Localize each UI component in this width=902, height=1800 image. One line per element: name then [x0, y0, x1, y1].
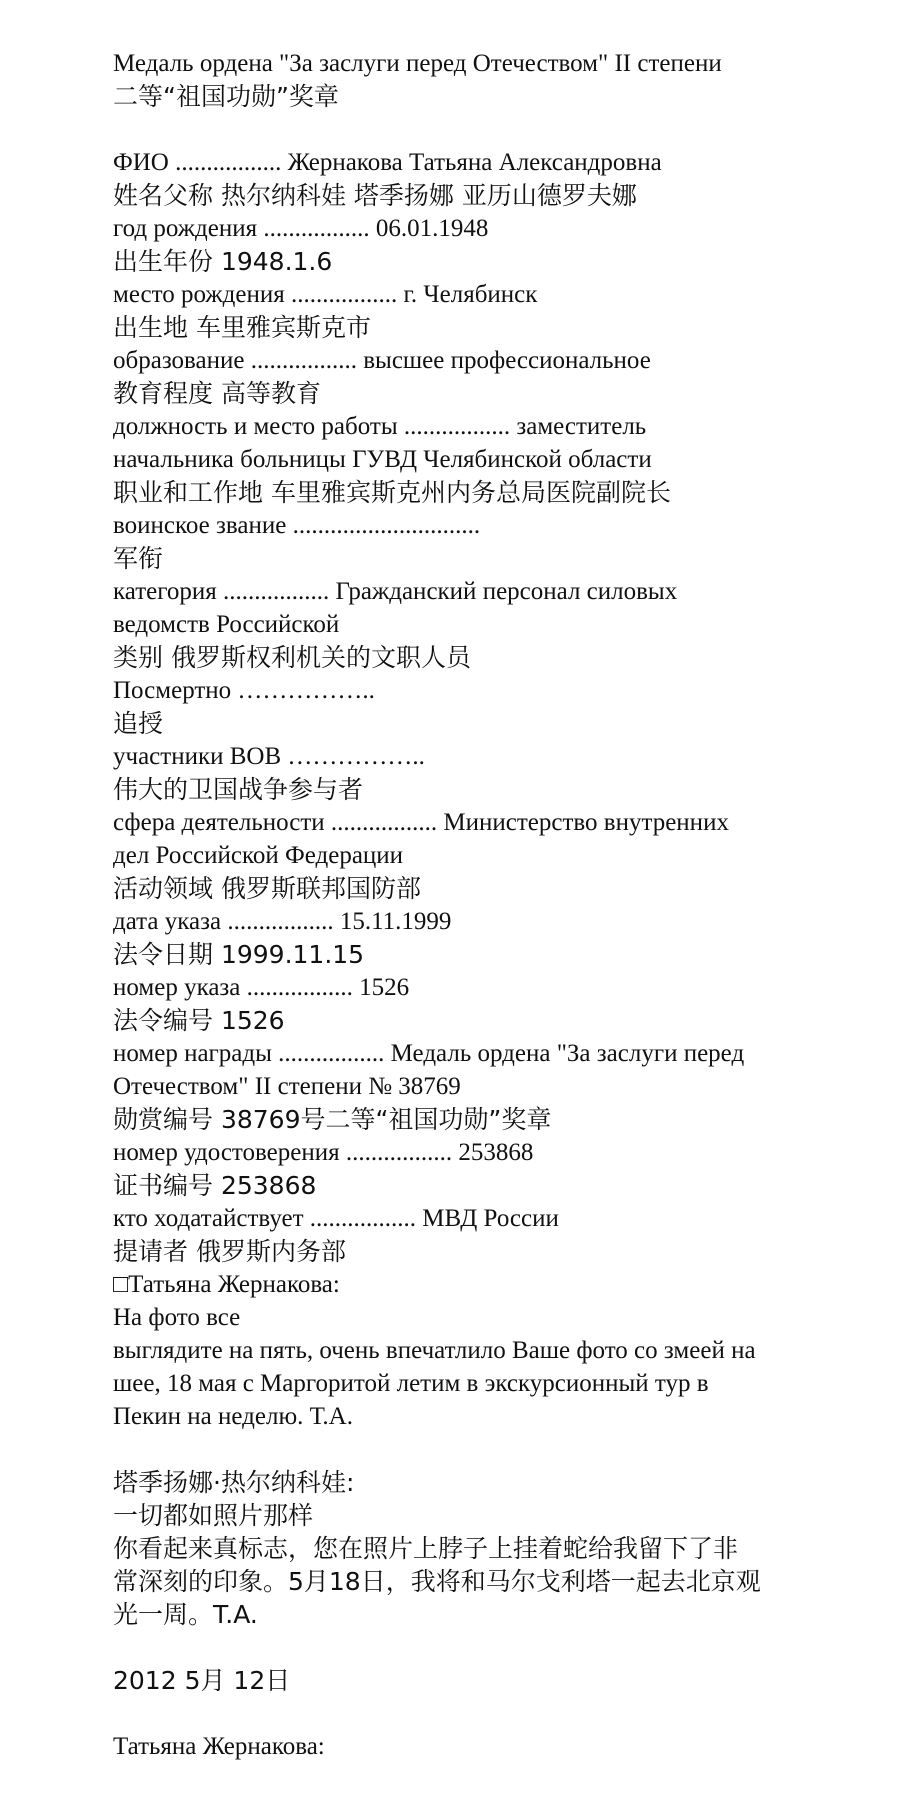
- birth-place-russian: место рождения ................. г. Челябинск: [113, 281, 538, 308]
- category-chinese: 类别 俄罗斯权利机关的文职人员: [113, 643, 471, 672]
- position-russian-line-1: должность и место работы ................. заместитель: [113, 413, 647, 440]
- message-russian-line-1: На фото все: [113, 1304, 241, 1331]
- message-russian-line-4: Пекин на неделю. Т.А.: [113, 1403, 353, 1430]
- footer-author-russian: Татьяна Жернакова:: [113, 1733, 325, 1760]
- rank-chinese: 军衔: [113, 544, 164, 573]
- spacer: [113, 113, 853, 146]
- message-author-russian: [113, 1268, 853, 1301]
- wwii-chinese: 伟大的卫国战争参与者: [113, 775, 364, 804]
- nominator-russian: кто ходатайствует ................. МВД России: [113, 1205, 559, 1232]
- fio-russian: ФИО ................. Жернакова Татьяна Александровна: [113, 149, 662, 176]
- nominator-chinese: 提请者 俄罗斯内务部: [113, 1237, 346, 1266]
- missing-glyph-icon: □: [113, 1271, 129, 1298]
- spacer: [113, 1697, 853, 1730]
- message-chinese-line-1: 一切都如照片那样: [113, 1501, 314, 1530]
- category-russian-line-2: ведомств Российской: [113, 611, 340, 638]
- education-chinese: 教育程度 高等教育: [113, 379, 321, 408]
- award-number-russian-line-1: номер награды ................. Медаль ордена "За заслуги перед: [113, 1040, 745, 1067]
- rank-russian: воинское звание ..............................: [113, 512, 481, 539]
- birth-year-russian: год рождения ................. 06.01.1948: [113, 215, 489, 242]
- title-chinese: 二等“祖国功勋”奖章: [113, 82, 339, 111]
- title-russian: Медаль ордена "За заслуги перед Отечеством" II степени: [113, 50, 722, 77]
- date-line: 2012 5月 12日: [113, 1666, 291, 1695]
- award-number-chinese: 勋赏编号 38769号二等“祖国功勋”奖章: [113, 1105, 552, 1134]
- certificate-chinese: 证书编号 253868: [113, 1171, 317, 1200]
- fio-chinese: 姓名父称 热尔纳科娃 塔季扬娜 亚历山德罗夫娜: [113, 181, 637, 210]
- document-page: [113, 47, 853, 1763]
- position-russian-line-2: начальника больницы ГУВД Челябинской области: [113, 446, 652, 473]
- category-russian-line-1: категория ................. Гражданский персонал силовых: [113, 578, 678, 605]
- birth-place-chinese: 出生地 车里雅宾斯克市: [113, 313, 371, 342]
- posthumous-russian: Посмертно ……………..: [113, 677, 375, 704]
- message-chinese-line-4: 光一周。T.A.: [113, 1600, 258, 1629]
- wwii-russian: участники ВОВ ……………..: [113, 743, 425, 770]
- message-author-chinese: 塔季扬娜·热尔纳科娃:: [113, 1468, 355, 1497]
- decree-number-russian: номер указа ................. 1526: [113, 974, 410, 1001]
- decree-date-russian: дата указа ................. 15.11.1999: [113, 908, 452, 935]
- message-chinese-line-3: 常深刻的印象。5月18日，我将和马尔戈利塔一起去北京观: [113, 1567, 761, 1596]
- message-russian-line-3: шее, 18 мая с Маргоритой летим в экскурсионный тур в: [113, 1370, 709, 1397]
- message-russian-line-2: выглядите на пять, очень впечатлило Ваше фото со змеей на: [113, 1337, 756, 1364]
- sphere-russian-line-2: дел Российской Федерации: [113, 842, 404, 869]
- decree-date-chinese: 法令日期 1999.11.15: [113, 940, 365, 969]
- sphere-chinese: 活动领域 俄罗斯联邦国防部: [113, 874, 421, 903]
- certificate-russian: номер удостоверения ................. 253868: [113, 1139, 534, 1166]
- education-russian: образование ................. высшее профессиональное: [113, 347, 651, 374]
- message-chinese-line-2: 你看起来真标志，您在照片上脖子上挂着蛇给我留下了非: [113, 1534, 739, 1563]
- message-author-text: Татьяна Жернакова:: [128, 1271, 340, 1298]
- posthumous-chinese: 追授: [113, 709, 164, 738]
- award-number-russian-line-2: Отечеством" II степени № 38769: [113, 1073, 461, 1100]
- spacer: [113, 1433, 853, 1466]
- birth-year-chinese: 出生年份 1948.1.6: [113, 247, 333, 276]
- position-chinese: 职业和工作地 车里雅宾斯克州内务总局医院副院长: [113, 478, 671, 507]
- decree-number-chinese: 法令编号 1526: [113, 1006, 285, 1035]
- spacer: [113, 1631, 853, 1664]
- sphere-russian-line-1: сфера деятельности ................. Министерство внутренних: [113, 809, 729, 836]
